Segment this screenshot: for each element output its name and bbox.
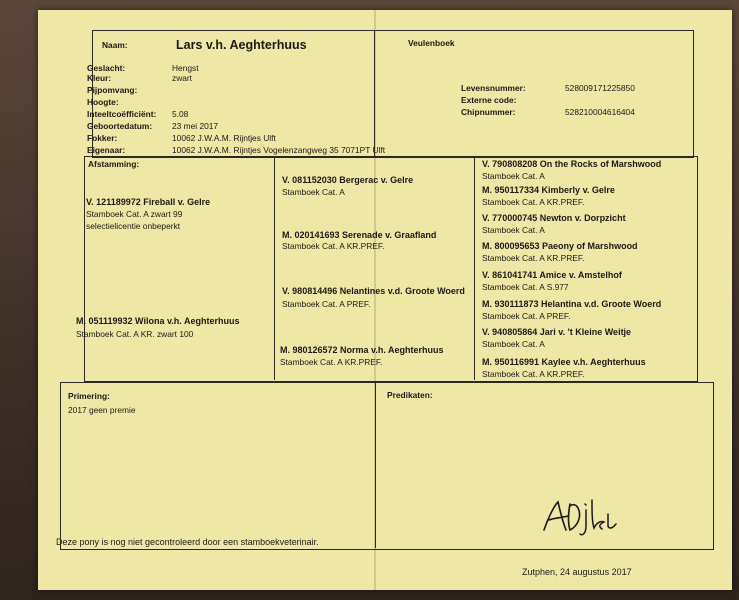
great-grandparent-line: Stamboek Cat. A KR.PREF. bbox=[482, 369, 585, 379]
great-grandparent-line: Stamboek Cat. A S.977 bbox=[482, 282, 569, 292]
grandparent-line: Stamboek Cat. A KR.PREF. bbox=[280, 357, 383, 367]
great-grandparent-name: V. 861041741 Amice v. Amstelhof bbox=[482, 270, 622, 280]
great-grandparent-name: M. 950116991 Kaylee v.h. Aeghterhuus bbox=[482, 357, 646, 367]
header-divider bbox=[374, 30, 375, 156]
detail-label: Kleur: bbox=[87, 73, 112, 83]
great-grandparent-line: Stamboek Cat. A bbox=[482, 171, 545, 181]
horse-name: Lars v.h. Aeghterhuus bbox=[176, 38, 307, 52]
primering-value: 2017 geen premie bbox=[68, 405, 136, 415]
detail-label: Hoogte: bbox=[87, 97, 119, 107]
grandparent-line: Stamboek Cat. A PREF. bbox=[282, 299, 371, 309]
dam-line: Stamboek Cat. A KR. zwart 100 bbox=[76, 329, 194, 339]
naam-label: Naam: bbox=[102, 40, 128, 50]
grandparent-line: Stamboek Cat. A KR.PREF. bbox=[282, 241, 385, 251]
grandparent-line: Stamboek Cat. A bbox=[282, 187, 345, 197]
detail-value: Hengst bbox=[172, 63, 199, 73]
afstamming-label: Afstamming: bbox=[88, 159, 140, 169]
great-grandparent-line: Stamboek Cat. A KR.PREF. bbox=[482, 253, 585, 263]
great-grandparent-name: V. 940805864 Jari v. 't Kleine Weitje bbox=[482, 327, 632, 337]
grandparent-name: V. 081152030 Bergerac v. Gelre bbox=[282, 175, 414, 185]
id-label: Externe code: bbox=[461, 95, 517, 105]
sire-line: Stamboek Cat. A zwart 99 bbox=[86, 209, 183, 219]
great-grandparent-line: Stamboek Cat. A PREF. bbox=[482, 311, 571, 321]
great-grandparent-name: M. 800095653 Paeony of Marshwood bbox=[482, 241, 638, 251]
great-grandparent-name: M. 950117334 Kimberly v. Gelre bbox=[482, 185, 615, 195]
id-value: 528009171225850 bbox=[565, 83, 635, 93]
detail-label: Geslacht: bbox=[87, 63, 126, 73]
primering-label: Primering: bbox=[68, 391, 110, 401]
grandparent-name: M. 980126572 Norma v.h. Aeghterhuus bbox=[280, 345, 444, 355]
detail-value: 10062 J.W.A.M. Rijntjes Ulft bbox=[172, 133, 276, 143]
great-grandparent-line: Stamboek Cat. A bbox=[482, 339, 545, 349]
great-grandparent-line: Stamboek Cat. A KR.PREF. bbox=[482, 197, 585, 207]
detail-label: Fokker: bbox=[87, 133, 118, 143]
detail-value: 10062 J.W.A.M. Rijntjes Vogelenzangweg 35 7071PT Ulft bbox=[172, 145, 386, 155]
pedigree-divider-2 bbox=[474, 156, 475, 380]
detail-value: zwart bbox=[172, 73, 193, 83]
pedigree-certificate bbox=[38, 10, 732, 590]
sire-line: selectielicentie onbeperkt bbox=[86, 221, 181, 231]
signature-image bbox=[538, 496, 620, 538]
detail-label: Inteeltcoëfficiënt: bbox=[87, 109, 157, 119]
great-grandparent-name: V. 790808208 On the Rocks of Marshwood bbox=[482, 159, 662, 169]
book-type: Veulenboek bbox=[408, 38, 455, 48]
detail-value: 5.08 bbox=[172, 109, 189, 119]
detail-value: 23 mei 2017 bbox=[172, 121, 219, 131]
dam-name: M. 051119932 Wilona v.h. Aeghterhuus bbox=[76, 316, 240, 326]
place-date: Zutphen, 24 augustus 2017 bbox=[522, 567, 632, 577]
great-grandparent-name: V. 770000745 Newton v. Dorpzicht bbox=[482, 213, 626, 223]
detail-label: Geboortedatum: bbox=[87, 121, 153, 131]
grandparent-name: V. 980814496 Nelantines v.d. Groote Woerd bbox=[282, 286, 465, 296]
detail-label: Pijpomvang: bbox=[87, 85, 138, 95]
id-label: Chipnummer: bbox=[461, 107, 516, 117]
detail-label: Eigenaar: bbox=[87, 145, 126, 155]
remarks-divider bbox=[375, 382, 376, 548]
great-grandparent-line: Stamboek Cat. A bbox=[482, 225, 545, 235]
vet-note: Deze pony is nog niet gecontroleerd door een stamboekveterinair. bbox=[56, 537, 319, 547]
predikaten-label: Predikaten: bbox=[387, 390, 433, 400]
sire-name: V. 121189972 Fireball v. Gelre bbox=[86, 197, 211, 207]
grandparent-name: M. 020141693 Serenade v. Graafland bbox=[282, 230, 437, 240]
id-label: Levensnummer: bbox=[461, 83, 526, 93]
id-value: 528210004616404 bbox=[565, 107, 635, 117]
pedigree-divider-1 bbox=[274, 156, 275, 380]
great-grandparent-name: M. 930111873 Helantina v.d. Groote Woerd bbox=[482, 299, 662, 309]
